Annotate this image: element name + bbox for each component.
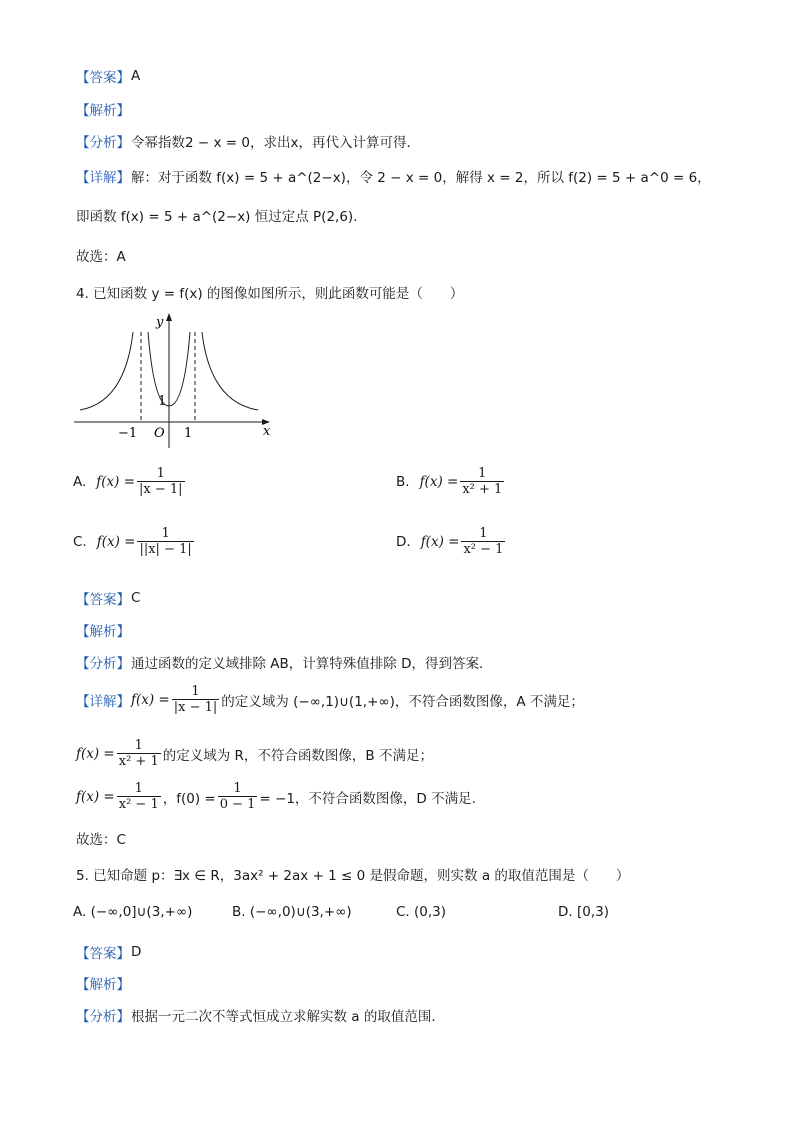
- fenxi-tag: 【分析】: [76, 656, 130, 672]
- q3-answer-line: [76, 66, 140, 86]
- option-c-den: ||x| − 1|: [139, 542, 192, 557]
- q5-stem-text: 5. 已知命题 p：∃x ∈ R，3ax² + 2ax + 1 ≤ 0 是假命题，则实数 a 的取值范围是（ ）: [76, 868, 630, 884]
- guxuan-text: 故选：C: [76, 832, 126, 848]
- y-label: y: [156, 315, 164, 330]
- answer-value: D: [131, 944, 142, 960]
- option-b-label: B.: [396, 474, 410, 490]
- xiangjie-text2: 即函数 f(x) = 5 + a^(2−x) 恒过定点 P(2,6).: [76, 209, 358, 225]
- q3-jiexi-line: [76, 99, 131, 119]
- xj2-after: 的定义域为 R，不符合函数图像，B 不满足；: [162, 748, 433, 764]
- ytick-1-label: 1: [158, 394, 167, 409]
- answer-value: C: [131, 590, 141, 606]
- option-a-frac: [137, 466, 185, 498]
- q5-option-d-text: D. [0,3): [558, 904, 609, 920]
- q5-option-d: [558, 904, 609, 920]
- option-c-frac: [137, 526, 193, 558]
- q5-option-b: [232, 904, 352, 920]
- xj3-mid: ，f(0) =: [162, 791, 216, 807]
- q4-xiangjie-line3: [76, 781, 476, 813]
- option-a-den: |x − 1|: [139, 482, 183, 497]
- option-a-fx: f(x) =: [96, 474, 136, 490]
- xiangjie-tag: 【详解】: [76, 170, 130, 186]
- q4-fenxi-line: [76, 652, 483, 672]
- option-c-num: 1: [161, 526, 170, 541]
- option-c: [73, 526, 196, 558]
- q4-stem: [76, 282, 463, 302]
- q5-option-b-text: B. (−∞,0)∪(3,+∞): [232, 904, 352, 920]
- answer-tag: 【答案】: [76, 946, 130, 962]
- option-d-frac: [461, 526, 505, 558]
- q5-option-a-text: A. (−∞,0]∪(3,+∞): [73, 904, 193, 920]
- tick-neg1-label: −1: [118, 426, 138, 441]
- q5-stem: [76, 864, 629, 884]
- xj1-fx: f(x) =: [131, 692, 170, 708]
- option-b-frac: [460, 466, 504, 498]
- xj1-after: 的定义域为 (−∞,1)∪(1,+∞)，不符合函数图像，A 不满足；: [221, 694, 584, 710]
- option-b: [396, 466, 506, 498]
- answer-value: A: [131, 68, 141, 84]
- fenxi-text: 通过函数的定义域排除 AB，计算特殊值排除 D，得到答案.: [131, 656, 484, 672]
- xj3-num1: 1: [134, 781, 143, 796]
- q3-guxuan: [76, 245, 126, 265]
- fenxi-text: 根据一元二次不等式恒成立求解实数 a 的取值范围.: [131, 1009, 436, 1025]
- option-a: [73, 466, 187, 498]
- q4-stem-text: 4. 已知函数 y = f(x) 的图像如图所示，则此函数可能是（ ）: [76, 286, 464, 302]
- answer-tag: 【答案】: [76, 592, 130, 608]
- answer-tag: 【答案】: [76, 70, 130, 86]
- q5-answer-line: [76, 942, 141, 962]
- guxuan-text: 故选：A: [76, 249, 126, 265]
- option-c-fx: f(x) =: [96, 534, 136, 550]
- xj3-num2: 1: [233, 781, 242, 796]
- xj3-den1: x² − 1: [118, 797, 159, 812]
- option-d-num: 1: [479, 526, 488, 541]
- xj1-frac: [172, 684, 220, 716]
- curve-left: [80, 332, 133, 410]
- jiexi-tag: 【解析】: [76, 103, 130, 119]
- q3-xiangjie-line: [76, 166, 711, 186]
- function-graph: [70, 310, 280, 450]
- xj2-den: x² + 1: [118, 754, 159, 769]
- xj2-fx: f(x) =: [76, 746, 115, 762]
- q5-jiexi-line: [76, 973, 131, 993]
- q4-xiangjie-line1: [76, 684, 584, 716]
- option-a-num: 1: [156, 466, 165, 481]
- option-c-label: C.: [73, 534, 87, 550]
- tick-1-label: 1: [184, 426, 193, 441]
- x-label: x: [263, 424, 271, 439]
- jiexi-tag: 【解析】: [76, 977, 130, 993]
- q5-option-c-text: C. (0,3): [396, 904, 447, 920]
- option-a-label: A.: [73, 474, 87, 490]
- fenxi-tag: 【分析】: [76, 135, 130, 151]
- xj1-den: |x − 1|: [173, 700, 218, 715]
- option-d-label: D.: [396, 534, 411, 550]
- option-d-fx: f(x) =: [420, 534, 460, 550]
- xj3-frac1: [117, 781, 161, 813]
- option-b-den: x² + 1: [462, 482, 503, 497]
- fenxi-tag: 【分析】: [76, 1009, 130, 1025]
- option-b-num: 1: [478, 466, 487, 481]
- q4-answer-line: [76, 588, 140, 608]
- xiangjie-text: 解：对于函数 f(x) = 5 + a^(2−x)，令 2 − x = 0，解得 x = 2，所以 f(2) = 5 + a^0 = 6，: [131, 170, 711, 186]
- q3-xiangjie-line2: [76, 205, 357, 225]
- y-axis-arrow: [166, 313, 172, 321]
- option-d: [396, 526, 507, 558]
- xiangjie-tag: 【详解】: [76, 694, 130, 710]
- q4-jiexi-line: [76, 620, 131, 640]
- q5-option-c: [396, 904, 446, 920]
- q4-xiangjie-line2: [76, 738, 433, 770]
- option-d-den: x² − 1: [463, 542, 504, 557]
- q4-guxuan: [76, 828, 126, 848]
- xj2-num: 1: [134, 738, 143, 753]
- xj3-frac2: [218, 781, 258, 813]
- option-b-fx: f(x) =: [419, 474, 459, 490]
- origin-label: O: [154, 426, 165, 441]
- jiexi-tag: 【解析】: [76, 624, 130, 640]
- curve-right: [202, 332, 258, 410]
- xj3-after: = −1，不符合函数图像，D 不满足.: [259, 791, 476, 807]
- xj1-num: 1: [191, 684, 200, 699]
- xj3-den2: 0 − 1: [219, 797, 256, 812]
- q5-fenxi-line: [76, 1005, 436, 1025]
- q5-option-a: [73, 904, 192, 920]
- xj2-frac: [117, 738, 161, 770]
- q3-fenxi-line: [76, 131, 411, 151]
- fenxi-text: 令幂指数2 − x = 0，求出x，再代入计算可得.: [131, 135, 411, 151]
- xj3-fx: f(x) =: [76, 789, 115, 805]
